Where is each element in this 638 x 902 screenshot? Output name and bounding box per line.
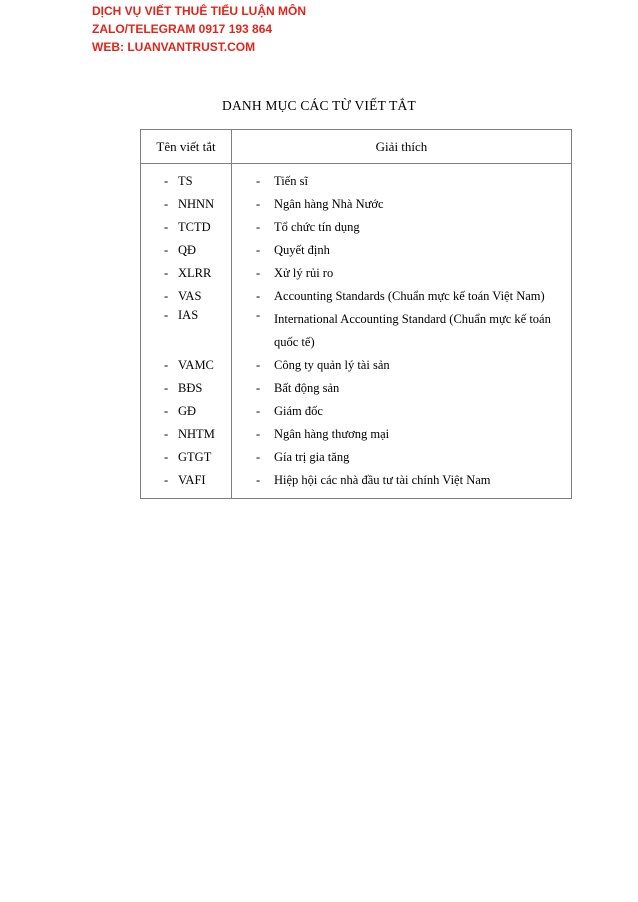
bullet-dash: - <box>164 197 169 211</box>
abbreviation-text: TCTD <box>178 220 211 234</box>
meaning-text: Quyết định <box>274 243 330 257</box>
table-row-meaning <box>232 193 571 216</box>
meaning-text: Giám đốc <box>274 404 323 418</box>
abbreviation-text: XLRR <box>178 266 212 280</box>
table-row-abbreviation <box>141 239 231 262</box>
bullet-dash: - <box>256 308 261 322</box>
bullet-dash: - <box>256 266 261 280</box>
bullet-dash: - <box>256 427 261 441</box>
table-row-meaning <box>232 308 571 354</box>
table-row-meaning <box>232 354 571 377</box>
table-row-abbreviation <box>141 193 231 216</box>
abbreviation-text: NHTM <box>178 427 215 441</box>
column-header-meaning: Giải thích <box>375 138 428 154</box>
bullet-dash: - <box>164 266 169 280</box>
meaning-text: Bất động sản <box>274 381 340 395</box>
page-title: DANH MỤC CÁC TỪ VIẾT TẮT <box>222 98 416 113</box>
bullet-dash: - <box>164 174 169 188</box>
abbreviation-text: VAS <box>178 289 202 303</box>
table-row-meaning <box>232 446 571 469</box>
bullet-dash: - <box>256 289 261 303</box>
promo-line-service: DỊCH VỤ VIẾT THUÊ TIỂU LUẬN MÔN <box>92 4 307 18</box>
table-row-abbreviation <box>141 446 231 469</box>
bullet-dash: - <box>256 358 261 372</box>
table-row-meaning <box>232 400 571 423</box>
bullet-dash: - <box>256 174 261 188</box>
table-row-abbreviation <box>141 423 231 446</box>
meaning-text: Ngân hàng Nhà Nước <box>274 197 384 211</box>
table-row-abbreviation <box>141 308 231 354</box>
table-row-meaning <box>232 170 571 193</box>
abbreviation-text: NHNN <box>178 197 215 211</box>
table-row-meaning <box>232 239 571 262</box>
bullet-dash: - <box>164 381 169 395</box>
bullet-dash: - <box>256 220 261 234</box>
bullet-dash: - <box>164 450 169 464</box>
bullet-dash: - <box>164 404 169 418</box>
table-row-abbreviation <box>141 377 231 400</box>
bullet-dash: - <box>256 197 261 211</box>
table-row-meaning <box>232 469 571 492</box>
table-row-abbreviation <box>141 216 231 239</box>
abbreviation-text: QĐ <box>178 243 197 257</box>
bullet-dash: - <box>164 427 169 441</box>
bullet-dash: - <box>256 473 261 487</box>
table-body <box>141 164 571 498</box>
bullet-dash: - <box>256 381 261 395</box>
table-row-abbreviation <box>141 400 231 423</box>
table-row-abbreviation <box>141 285 231 308</box>
meaning-text: Accounting Standards (Chuẩn mực kế toán Việt Nam) <box>274 289 545 303</box>
abbreviation-text: GTGT <box>178 450 212 464</box>
table-row-abbreviation <box>141 262 231 285</box>
abbreviation-text: TS <box>178 174 193 188</box>
table-row-meaning <box>232 377 571 400</box>
abbreviation-column <box>141 164 232 498</box>
bullet-dash: - <box>256 450 261 464</box>
meaning-text: Hiệp hội các nhà đầu tư tài chính Việt Nam <box>274 473 491 487</box>
promo-line-contact: ZALO/TELEGRAM 0917 193 864 <box>92 22 273 36</box>
abbreviation-text: IAS <box>178 308 199 322</box>
table-row-meaning <box>232 262 571 285</box>
table-row-abbreviation <box>141 469 231 492</box>
meaning-text: Xử lý rủi ro <box>274 266 334 280</box>
bullet-dash: - <box>164 220 169 234</box>
bullet-dash: - <box>164 243 169 257</box>
table-header-row <box>141 130 571 164</box>
table-row-meaning <box>232 216 571 239</box>
column-header-abbreviation: Tên viết tắt <box>141 130 232 163</box>
table-row-meaning <box>232 423 571 446</box>
table-row-meaning <box>232 285 571 308</box>
bullet-dash: - <box>164 289 169 303</box>
abbreviation-text: VAFI <box>178 473 206 487</box>
abbreviation-table <box>140 129 572 499</box>
bullet-dash: - <box>164 358 169 372</box>
abbreviation-text: GĐ <box>178 404 197 418</box>
bullet-dash: - <box>164 473 169 487</box>
meaning-text: Gía trị gia tăng <box>274 450 350 464</box>
promo-line-web[interactable]: WEB: LUANVANTRUST.COM <box>92 40 256 54</box>
table-row-abbreviation <box>141 354 231 377</box>
meaning-text: International Accounting Standard (Chuẩn mực kế toán quốc tế) <box>274 312 551 349</box>
meaning-column <box>232 164 571 498</box>
table-row-abbreviation <box>141 170 231 193</box>
abbreviation-text: BĐS <box>178 381 203 395</box>
bullet-dash: - <box>256 404 261 418</box>
abbreviation-text: VAMC <box>178 358 214 372</box>
bullet-dash: - <box>256 243 261 257</box>
promo-header <box>92 2 306 56</box>
meaning-text: Tổ chức tín dụng <box>274 220 360 234</box>
meaning-text: Tiến sĩ <box>274 174 308 188</box>
meaning-text: Ngân hàng thương mại <box>274 427 390 441</box>
meaning-text: Công ty quản lý tài sản <box>274 358 390 372</box>
bullet-dash: - <box>164 308 169 322</box>
